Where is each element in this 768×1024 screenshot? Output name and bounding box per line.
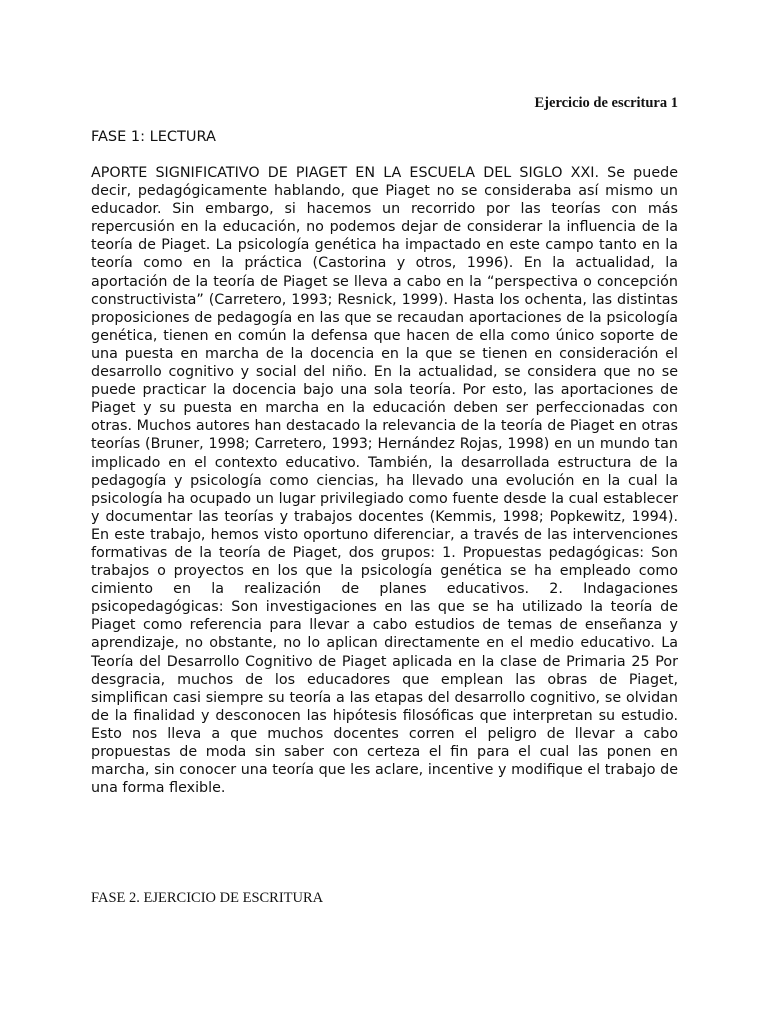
phase1-body-paragraph: APORTE SIGNIFICATIVO DE PIAGET EN LA ESCUELA DEL SIGLO XXI. Se puede decir, pedagógicamente hablando, que Piaget no se consideraba así mismo un educador. Sin embargo, si hacemos un recorrido por las teorías con más repercusión en la educación, no podemos dejar de considerar la influencia de la teoría de Piaget. La psicología genética ha impactado en este campo tanto en la teoría como en la práctica (Castorina y otros, 1996). En la actualidad, la aportación de la teoría de Piaget se lleva a cabo en la “perspectiva o concepción constructivista” (Carretero, 1993; Resnick, 1999). Hasta los ochenta, las distintas proposiciones de pedagogía en las que se recaudan aportaciones de la psicología genética, tienen en común la defensa que hacen de ella como único soporte de una puesta en marcha de la docencia en la que se tienen en consideración el desarrollo cognitivo y social del niño. En la actualidad, se considera que no se puede practicar la docencia bajo una sola teoría. Por esto, las aportaciones de Piaget y su puesta en marcha en la educación deben ser perfeccionadas con otras. Muchos autores han destacado la relevancia de la teoría de Piaget en otras teorías (Bruner, 1998; Carretero, 1993; Hernández Rojas, 1998) en un mundo tan implicado en el contexto educativo. También, la desarrollada estructura de la pedagogía y psicología como ciencias, ha llevado una evolución en la cual la psicología ha ocupado un lugar privilegiado como fuente desde la cual establecer y documentar las teorías y trabajos docentes (Kemmis, 1998; Popkewitz, 1994). En este trabajo, hemos visto oportuno diferenciar, a través de las intervenciones formativas de la teoría de Piaget, dos grupos: 1. Propuestas pedagógicas: Son trabajos o proyectos en los que la psicología genética se ha empleado como cimiento en la realización de planes educativos. 2. Indagaciones psicopedagógicas: Son investigaciones en las que se ha utilizado la teoría de Piaget como referencia para llevar a cabo estudios de temas de enseñanza y aprendizaje, no obstante, no lo aplican directamente en el medio educativo. La Teoría del Desarrollo Cognitivo de Piaget aplicada en la clase de Primaria 25 Por desgracia, muchos de los educadores que emplean las obras de Piaget, simplifican casi siempre su teoría a las etapas del desarrollo cognitivo, se olvidan de la finalidad y desconocen las hipótesis filosóficas que interpretan su estudio. Esto nos lleva a que muchos docentes corren el peligro de llevar a cabo propuestas de moda sin saber con certeza el fin para el cual las ponen en marcha, sin conocer una teoría que les aclare, incentive y modifique el trabajo de una forma flexible. <box>91 165 678 797</box>
document-header-title: Ejercicio de escritura 1 <box>534 95 678 111</box>
phase2-heading: FASE 2. EJERCICIO DE ESCRITURA <box>91 890 324 906</box>
phase1-heading: FASE 1: LECTURA <box>91 129 216 145</box>
